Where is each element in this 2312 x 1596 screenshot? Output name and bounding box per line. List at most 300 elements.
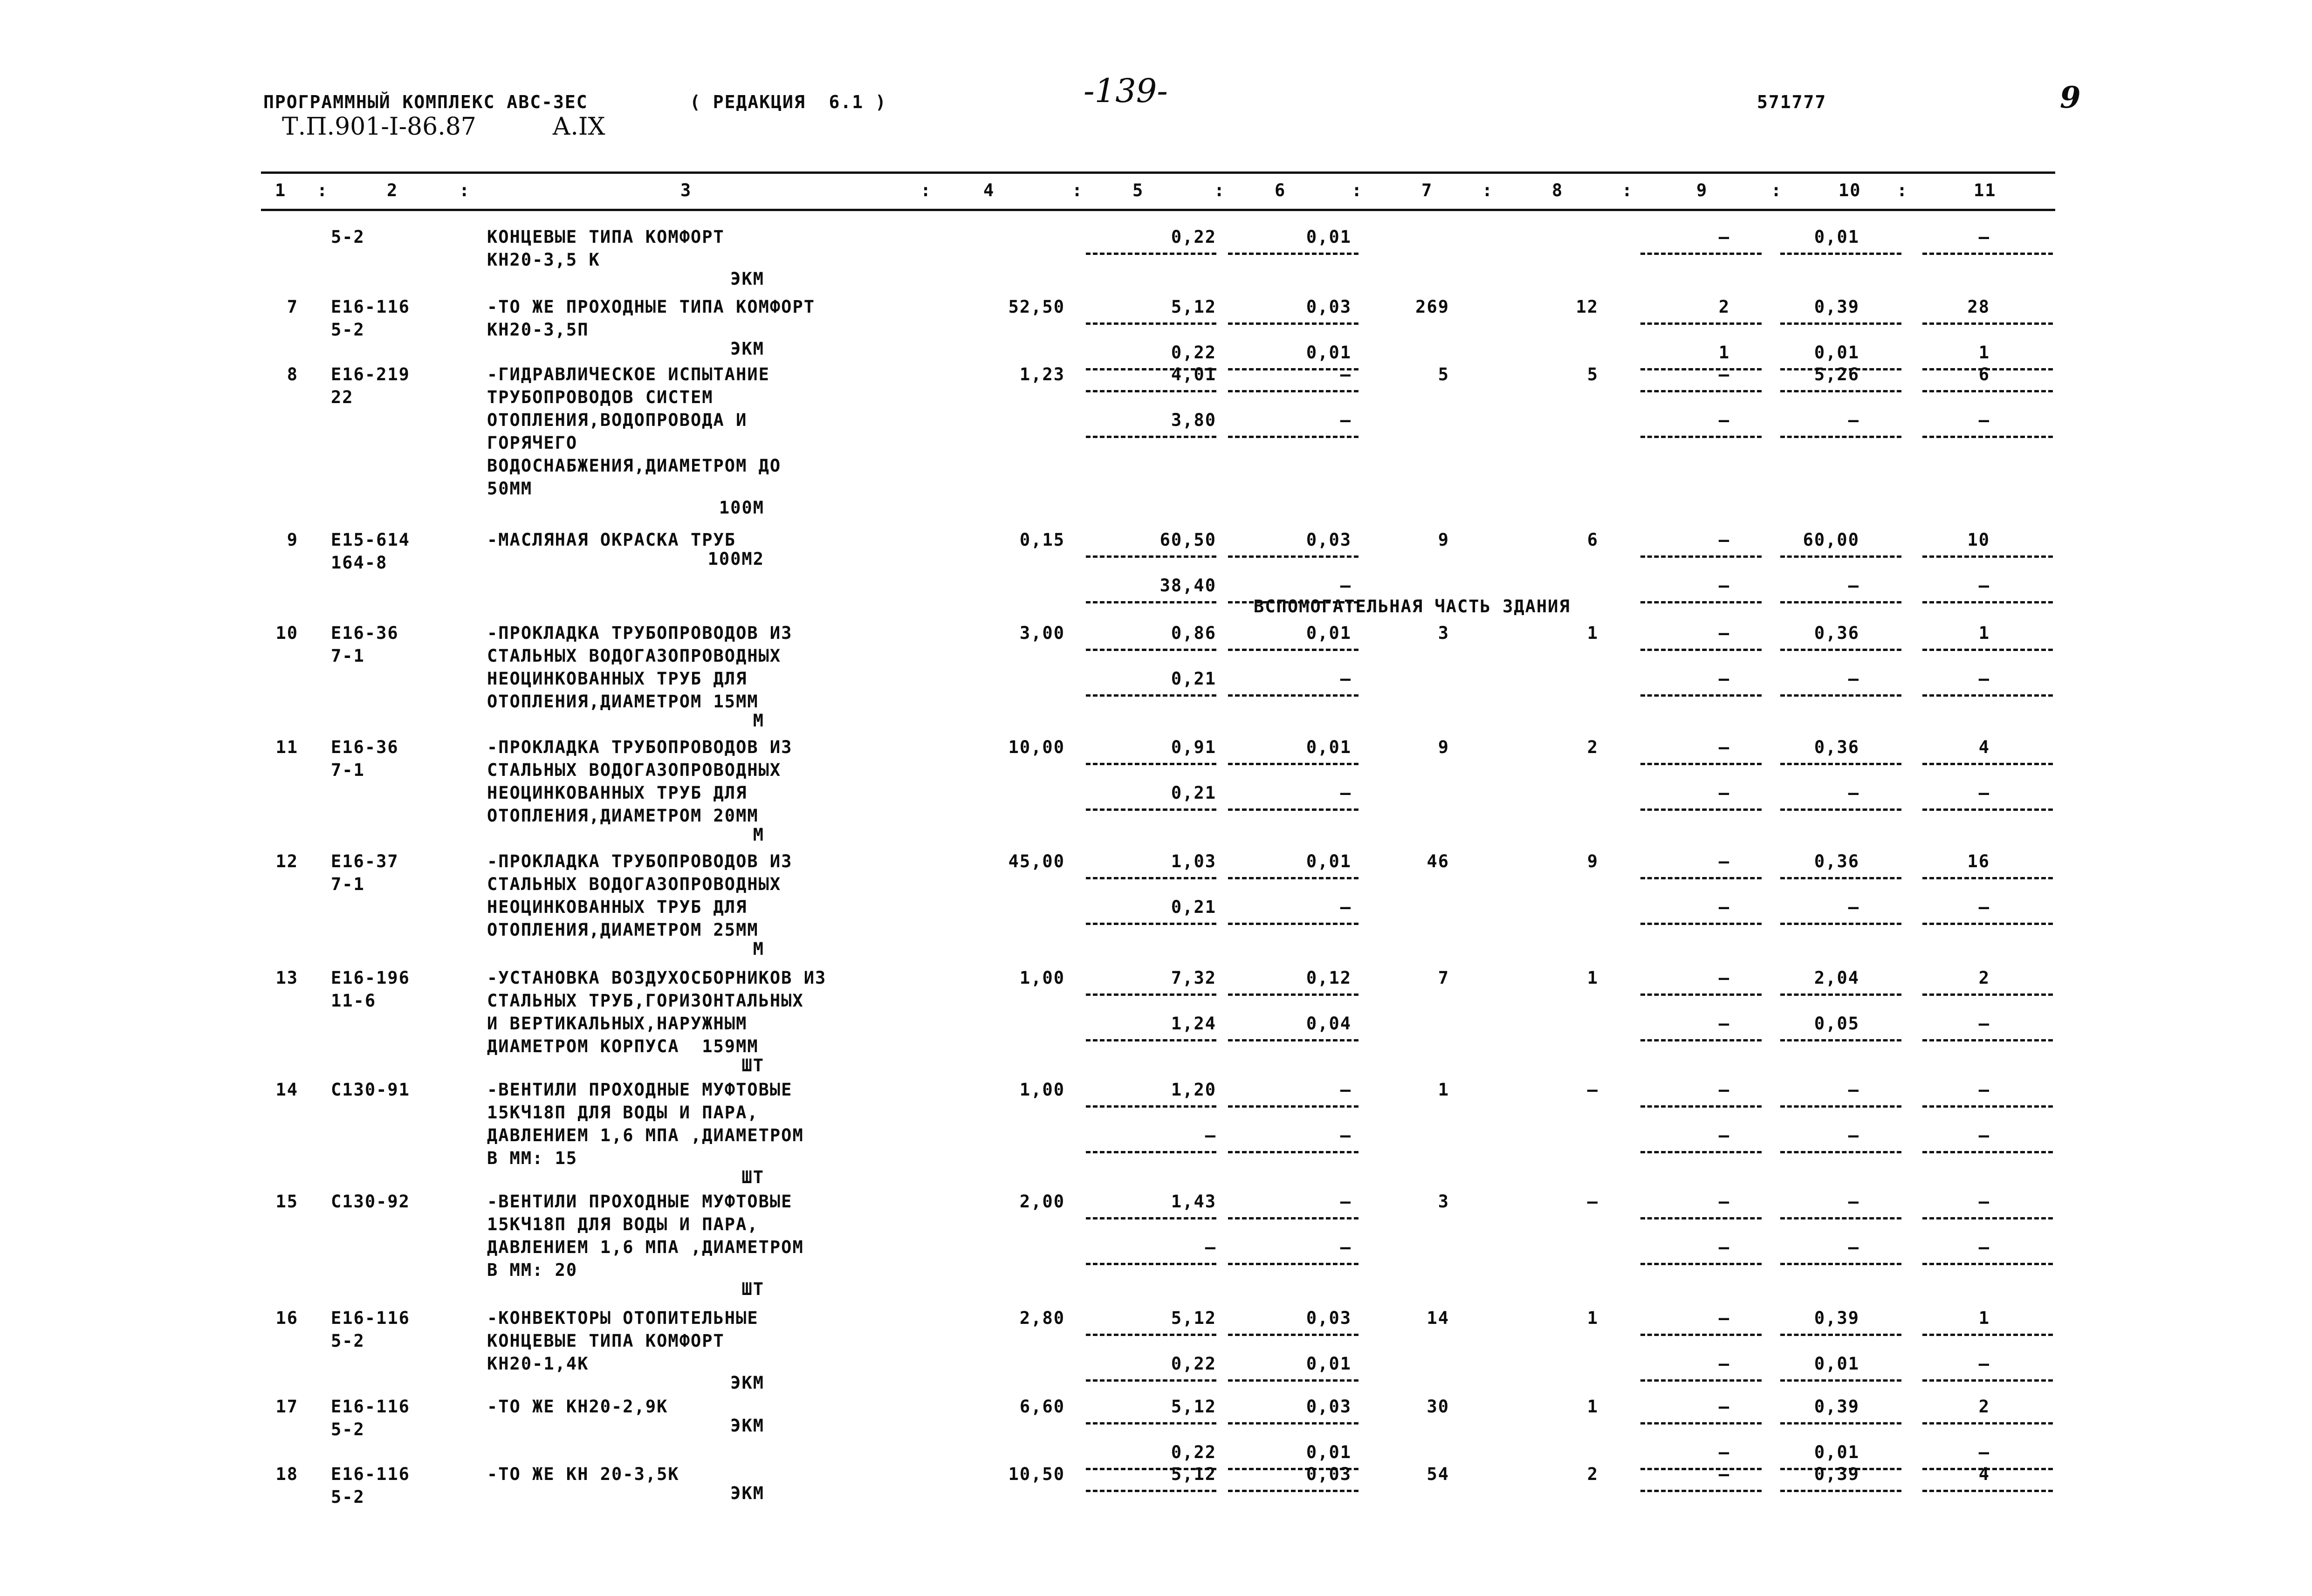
c6-underline [1228,694,1358,697]
c10-underline [1780,253,1901,255]
c5-value: 0,21 [1171,783,1216,803]
c10-value: 0,01 [1814,227,1859,247]
c10-value: 0,36 [1814,851,1859,871]
column-header: 9 [1696,180,1708,200]
c11-underline [1922,555,2053,558]
row-number: 15 [275,1192,298,1212]
row-number: 8 [287,364,298,384]
c11-value: – [1978,1354,1990,1374]
c9-value: 1 [1718,342,1730,363]
column-header: 10 [1839,180,1861,200]
unit-label: ЭКМ [730,269,764,289]
c5-value: 0,22 [1171,227,1216,247]
c6-value: 0,03 [1306,1397,1352,1417]
norm-code: 5-2 [331,1419,365,1439]
c11-value: – [1978,227,1990,247]
unit-label: М [753,825,764,845]
c6-underline [1228,1379,1358,1382]
c10-underline [1780,1490,1901,1492]
quantity: 1,00 [1019,1080,1065,1100]
c9-value: 2 [1718,297,1730,317]
c11-underline [1922,877,2053,879]
column-header: : [317,180,329,200]
c6-value: 0,01 [1306,737,1352,757]
c10-underline [1780,436,1901,438]
column-header: 5 [1132,180,1144,200]
norm-code: 5-2 [331,1487,365,1507]
column-header: : [1897,180,1908,200]
c5-underline [1086,1039,1216,1041]
c10-value: 0,39 [1814,297,1859,317]
c10-value: – [1848,897,1859,917]
c9-value: – [1718,1464,1730,1484]
c11-value: – [1978,575,1990,596]
c10-value: – [1848,783,1859,803]
c9-value: – [1718,1397,1730,1417]
c10-value: – [1848,1192,1859,1212]
work-description: ОТОПЛЕНИЯ,ДИАМЕТРОМ 20ММ [487,806,759,826]
c6-value: – [1340,897,1352,917]
c5-value: – [1205,1125,1216,1145]
c9-value: – [1718,1354,1730,1374]
c10-value: 0,01 [1814,342,1859,363]
c9-underline [1640,555,1762,558]
column-header: 7 [1421,180,1433,200]
c9-value: – [1718,1308,1730,1328]
edition-label: ( РЕДАКЦИЯ 6.1 ) [690,92,887,112]
c5-underline [1086,1263,1216,1265]
col7-value: 3 [1438,623,1449,643]
c6-underline [1228,390,1358,392]
c9-value: – [1718,1442,1730,1462]
c10-value: 0,05 [1814,1014,1859,1034]
c10-underline [1780,555,1901,558]
c9-underline [1640,322,1762,325]
c6-value: 0,03 [1306,297,1352,317]
sheet-number: 9 [2060,80,2081,115]
c5-underline [1086,1217,1216,1219]
col8-value: 5 [1587,364,1599,384]
c10-value: 0,36 [1814,623,1859,643]
c11-value: – [1978,897,1990,917]
c6-underline [1228,1263,1358,1265]
c9-underline [1640,763,1762,765]
c6-underline [1228,555,1358,558]
c6-underline [1228,436,1358,438]
work-description: В ММ: 20 [487,1260,578,1280]
c11-value: 1 [1978,1308,1990,1328]
row-number: 10 [275,623,298,643]
c5-value: 0,21 [1171,897,1216,917]
c9-value: – [1718,1014,1730,1034]
work-description: ВОДОСНАБЖЕНИЯ,ДИАМЕТРОМ ДО [487,456,782,476]
c11-value: 1 [1978,342,1990,363]
norm-code: Е16-116 [331,1464,410,1484]
c9-underline [1640,1151,1762,1153]
work-description: ДИАМЕТРОМ КОРПУСА 159ММ [487,1036,759,1056]
work-description: 15КЧ18П ДЛЯ ВОДЫ И ПАРА, [487,1214,759,1234]
c5-value: 1,03 [1171,851,1216,871]
c10-value: 0,01 [1814,1442,1859,1462]
work-description: -ВЕНТИЛИ ПРОХОДНЫЕ МУФТОВЫЕ [487,1192,793,1212]
work-description: СТАЛЬНЫХ ТРУБ,ГОРИЗОНТАЛЬНЫХ [487,991,804,1011]
c11-value: – [1978,1014,1990,1034]
col7-value: 30 [1427,1397,1449,1417]
c5-value: 5,12 [1171,1308,1216,1328]
work-description: 15КЧ18П ДЛЯ ВОДЫ И ПАРА, [487,1103,759,1123]
c10-value: 5,26 [1814,364,1859,384]
unit-label: М [753,939,764,959]
col7-value: 9 [1438,737,1449,757]
quantity: 3,00 [1019,623,1065,643]
c9-value: – [1718,968,1730,988]
c11-value: – [1978,1192,1990,1212]
c10-underline [1780,1334,1901,1336]
col7-value: 54 [1427,1464,1449,1484]
c10-value: 0,01 [1814,1354,1859,1374]
c9-underline [1640,923,1762,925]
c5-underline [1086,877,1216,879]
c5-underline [1086,601,1216,603]
c9-value: – [1718,227,1730,247]
c10-value: 2,04 [1814,968,1859,988]
doc-number: 571777 [1757,92,1827,112]
c6-underline [1228,1217,1358,1219]
column-header: : [1771,180,1783,200]
col8-value: 2 [1587,1464,1599,1484]
c9-underline [1640,1039,1762,1041]
c6-underline [1228,808,1358,811]
c9-underline [1640,601,1762,603]
c10-underline [1780,390,1901,392]
work-description: КОНЦЕВЫЕ ТИПА КОМФОРТ [487,1331,725,1351]
column-header: : [1352,180,1363,200]
c6-underline [1228,1151,1358,1153]
c9-underline [1640,1490,1762,1492]
work-description: ОТОПЛЕНИЯ,ВОДОПРОВОДА И [487,410,748,430]
c11-underline [1922,649,2053,651]
column-header: : [920,180,932,200]
column-header: 3 [680,180,692,200]
work-description: -ГИДРАВЛИЧЕСКОЕ ИСПЫТАНИЕ [487,364,770,384]
c5-underline [1086,808,1216,811]
c6-value: – [1340,1237,1352,1257]
work-description: КН20-1,4К [487,1354,589,1374]
c9-underline [1640,1334,1762,1336]
col7-value: 269 [1415,297,1449,317]
c11-underline [1922,1039,2053,1041]
work-description: НЕОЦИНКОВАННЫХ ТРУБ ДЛЯ [487,783,748,803]
row-number: 13 [275,968,298,988]
c11-value: 16 [1967,851,1990,871]
col8-value: 1 [1587,1397,1599,1417]
c10-underline [1780,1105,1901,1108]
quantity: 2,80 [1019,1308,1065,1328]
c11-underline [1922,436,2053,438]
c10-value: 0,39 [1814,1397,1859,1417]
work-description: -КОНВЕКТОРЫ ОТОПИТЕЛЬНЫЕ [487,1308,759,1328]
norm-code: Е16-36 [331,623,399,643]
page-number: -139- [1084,72,1168,110]
c6-underline [1228,923,1358,925]
col7-value: 9 [1438,530,1449,550]
c6-underline [1228,649,1358,651]
c6-underline [1228,993,1358,996]
c9-underline [1640,694,1762,697]
c9-value: – [1718,783,1730,803]
c10-value: – [1848,410,1859,430]
c10-underline [1780,649,1901,651]
c5-underline [1086,763,1216,765]
c5-underline [1086,1151,1216,1153]
c5-value: 1,20 [1171,1080,1216,1100]
c5-value: 0,86 [1171,623,1216,643]
quantity: 10,00 [1008,737,1065,757]
quantity: 1,23 [1019,364,1065,384]
c9-underline [1640,1217,1762,1219]
c9-value: – [1718,410,1730,430]
c11-underline [1922,1217,2053,1219]
table-header-rule [261,209,2055,211]
c9-value: – [1718,364,1730,384]
album-label: А.IX [552,113,605,141]
c11-underline [1922,253,2053,255]
c9-value: – [1718,737,1730,757]
work-description: НЕОЦИНКОВАННЫХ ТРУБ ДЛЯ [487,897,748,917]
c6-value: – [1340,410,1352,430]
c9-underline [1640,253,1762,255]
work-description: -ПРОКЛАДКА ТРУБОПРОВОДОВ ИЗ [487,737,793,757]
c5-value: 38,40 [1159,575,1216,596]
c11-value: 28 [1967,297,1990,317]
work-description: -ТО ЖЕ КН 20-3,5К [487,1464,679,1484]
column-header: : [459,180,471,200]
c5-underline [1086,436,1216,438]
c6-value: – [1340,364,1352,384]
unit-label: ШТ [741,1279,764,1299]
section-note: ВСПОМОГАТЕЛЬНАЯ ЧАСТЬ ЗДАНИЯ [1254,596,1571,616]
norm-code: 7-1 [331,646,365,666]
c5-value: 0,21 [1171,669,1216,689]
c9-underline [1640,390,1762,392]
work-description: 50ММ [487,479,533,499]
c11-underline [1922,1379,2053,1382]
col8-value: – [1587,1080,1599,1100]
quantity: 1,00 [1019,968,1065,988]
c5-underline [1086,993,1216,996]
work-description: КОНЦЕВЫЕ ТИПА КОМФОРТ [487,227,725,247]
row-number: 11 [275,737,298,757]
norm-code: 5-2 [331,227,365,247]
c5-value: 0,22 [1171,1442,1216,1462]
row-number: 12 [275,851,298,871]
column-header: : [1214,180,1226,200]
c6-value: 0,03 [1306,1464,1352,1484]
c5-value: 7,32 [1171,968,1216,988]
c6-underline [1228,877,1358,879]
norm-code: Е15-614 [331,530,410,550]
c5-underline [1086,1105,1216,1108]
col8-value: 6 [1587,530,1599,550]
c6-value: – [1340,1125,1352,1145]
norm-code: 5-2 [331,1331,365,1351]
col7-value: 14 [1427,1308,1449,1328]
c6-underline [1228,1490,1358,1492]
c9-underline [1640,877,1762,879]
work-description: -ТО ЖЕ КН20-2,9К [487,1397,668,1417]
norm-code: Е16-116 [331,297,410,317]
work-description: СТАЛЬНЫХ ВОДОГАЗОПРОВОДНЫХ [487,646,782,666]
c10-underline [1780,1379,1901,1382]
c6-underline [1228,253,1358,255]
c5-value: 60,50 [1159,530,1216,550]
norm-code: 22 [331,387,354,407]
norm-code: С130-91 [331,1080,410,1100]
work-description: -МАСЛЯНАЯ ОКРАСКА ТРУБ [487,530,736,550]
quantity: 0,15 [1019,530,1065,550]
c11-value: 2 [1978,1397,1990,1417]
work-description: -ПРОКЛАДКА ТРУБОПРОВОДОВ ИЗ [487,851,793,871]
row-number: 18 [275,1464,298,1484]
unit-label: ШТ [741,1055,764,1075]
c11-value: 2 [1978,968,1990,988]
c11-underline [1922,601,2053,603]
column-header: 4 [983,180,995,200]
c11-underline [1922,390,2053,392]
c5-value: 5,12 [1171,1464,1216,1484]
row-number: 9 [287,530,298,550]
c10-underline [1780,923,1901,925]
c10-underline [1780,1217,1901,1219]
c6-value: 0,01 [1306,342,1352,363]
work-description: -ПРОКЛАДКА ТРУБОПРОВОДОВ ИЗ [487,623,793,643]
c6-value: 0,01 [1306,227,1352,247]
norm-code: Е16-37 [331,851,399,871]
c6-value: 0,01 [1306,1442,1352,1462]
col8-value: 2 [1587,737,1599,757]
c6-value: – [1340,783,1352,803]
c9-value: – [1718,575,1730,596]
col8-value: – [1587,1192,1599,1212]
c5-value: 0,91 [1171,737,1216,757]
c5-underline [1086,923,1216,925]
work-description: -ВЕНТИЛИ ПРОХОДНЫЕ МУФТОВЫЕ [487,1080,793,1100]
work-description: ГОРЯЧЕГО [487,433,578,453]
c9-underline [1640,993,1762,996]
work-description: ДАВЛЕНИЕМ 1,6 МПА ,ДИАМЕТРОМ [487,1125,804,1145]
col8-value: 1 [1587,623,1599,643]
table-top-rule [261,171,2055,174]
norm-code: 7-1 [331,760,365,780]
c5-value: 5,12 [1171,1397,1216,1417]
work-description: ДАВЛЕНИЕМ 1,6 МПА ,ДИАМЕТРОМ [487,1237,804,1257]
c9-value: – [1718,1237,1730,1257]
c5-underline [1086,1379,1216,1382]
norm-code: Е16-116 [331,1308,410,1328]
c6-value: 0,03 [1306,530,1352,550]
norm-code: 7-1 [331,874,365,894]
c11-underline [1922,1105,2053,1108]
c10-value: – [1848,575,1859,596]
c6-value: – [1340,1080,1352,1100]
c11-underline [1922,808,2053,811]
c11-value: – [1978,1080,1990,1100]
norm-code: Е16-196 [331,968,410,988]
row-number: 16 [275,1308,298,1328]
c9-underline [1640,1105,1762,1108]
quantity: 6,60 [1019,1397,1065,1417]
column-header: 11 [1974,180,1996,200]
norm-code: Е16-219 [331,364,410,384]
unit-label: ЭКМ [730,1483,764,1503]
c6-underline [1228,1334,1358,1336]
column-header: : [1072,180,1084,200]
c10-underline [1780,993,1901,996]
work-description: КН20-3,5 К [487,250,600,270]
unit-label: ЭКМ [730,339,764,359]
c11-value: 6 [1978,364,1990,384]
c5-underline [1086,390,1216,392]
c5-value: 5,12 [1171,297,1216,317]
norm-code: С130-92 [331,1192,410,1212]
c6-underline [1228,763,1358,765]
c5-value: 4,01 [1171,364,1216,384]
c9-value: – [1718,669,1730,689]
unit-label: ЭКМ [730,1373,764,1393]
c5-value: 1,24 [1171,1014,1216,1034]
row-number: 17 [275,1397,298,1417]
norm-code: 11-6 [331,991,377,1011]
column-header: 6 [1275,180,1286,200]
work-description: ТРУБОПРОВОДОВ СИСТЕМ [487,387,713,407]
c9-value: – [1718,851,1730,871]
c9-value: – [1718,1192,1730,1212]
c11-underline [1922,993,2053,996]
c10-underline [1780,1039,1901,1041]
unit-label: 100М2 [707,549,764,569]
column-header: 8 [1552,180,1564,200]
c10-underline [1780,1422,1901,1425]
unit-label: М [753,711,764,731]
c10-value: – [1848,1237,1859,1257]
c6-underline [1228,1422,1358,1425]
c5-underline [1086,649,1216,651]
col7-value: 5 [1438,364,1449,384]
work-description: СТАЛЬНЫХ ВОДОГАЗОПРОВОДНЫХ [487,760,782,780]
doc-code: Т.П.901-I-86.87 [282,113,476,141]
c11-underline [1922,923,2053,925]
work-description: -ТО ЖЕ ПРОХОДНЫЕ ТИПА КОМФОРТ [487,297,816,317]
c5-value: 3,80 [1171,410,1216,430]
c11-value: – [1978,783,1990,803]
work-description: ОТОПЛЕНИЯ,ДИАМЕТРОМ 15ММ [487,692,759,712]
col7-value: 3 [1438,1192,1449,1212]
c9-value: – [1718,530,1730,550]
c11-underline [1922,694,2053,697]
c10-underline [1780,763,1901,765]
c9-underline [1640,649,1762,651]
c5-underline [1086,694,1216,697]
c10-value: 0,39 [1814,1308,1859,1328]
c6-value: 0,01 [1306,851,1352,871]
c6-value: 0,01 [1306,623,1352,643]
c5-underline [1086,555,1216,558]
col7-value: 7 [1438,968,1449,988]
c11-value: 1 [1978,623,1990,643]
c11-underline [1922,1422,2053,1425]
work-description: И ВЕРТИКАЛЬНЫХ,НАРУЖНЫМ [487,1014,748,1034]
c10-value: – [1848,669,1859,689]
